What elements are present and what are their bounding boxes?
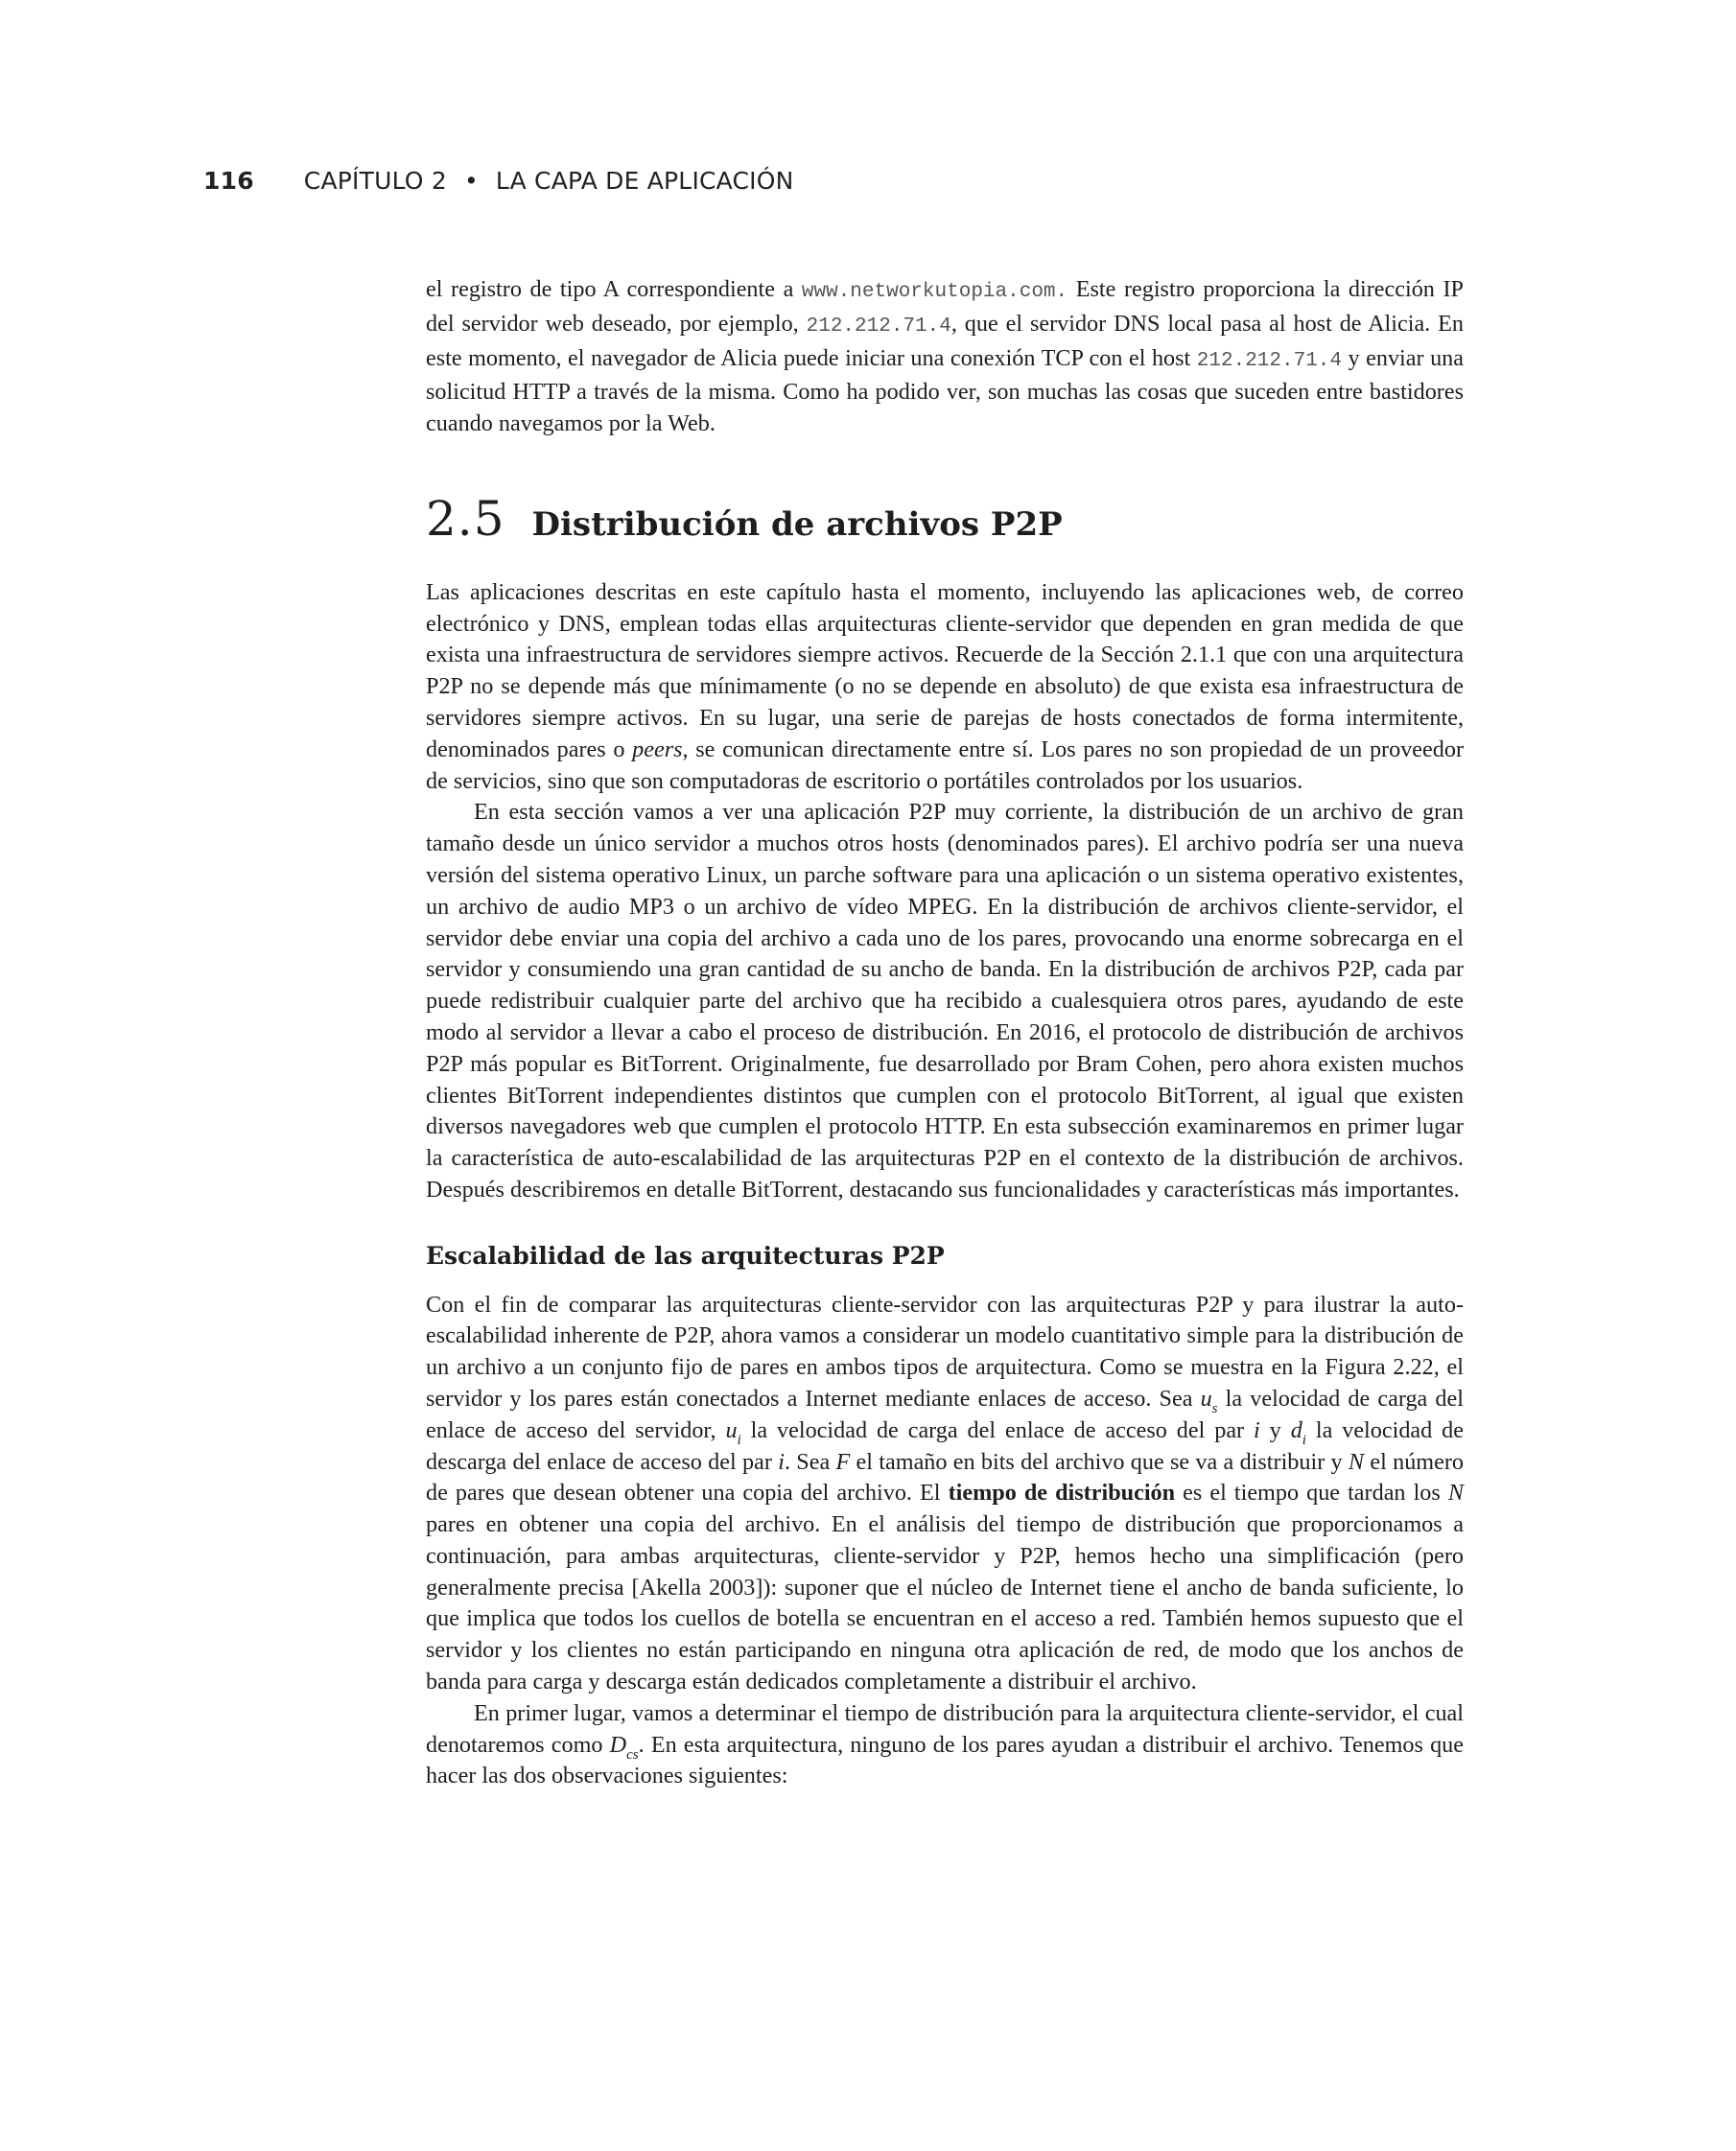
math-var: u (1200, 1385, 1212, 1412)
bold-term: tiempo de distribución (948, 1480, 1176, 1507)
header-separator: • (463, 167, 479, 195)
intro-text-1: el registro de tipo A correspondiente a (426, 276, 802, 302)
paragraph-text: es el tiempo que tardan los (1175, 1480, 1448, 1507)
ip-address: 212.212.71.4 (1196, 349, 1343, 372)
section-heading (426, 490, 1464, 547)
math-subscript: i (1302, 1432, 1306, 1448)
paragraph-text: la velocidad de descarga del enlace de acceso del par (426, 1416, 1464, 1475)
paragraph-4 (426, 1698, 1464, 1792)
paragraph-text: . En esta arquitectura, ninguno de los pares ayudan a distribuir el archivo. Tenemos que hacer las dos observaciones siguientes: (426, 1731, 1464, 1789)
paragraph-text: la velocidad de carga del enlace de acceso del par (740, 1416, 1255, 1443)
running-head (203, 167, 794, 195)
paragraph-text: y (1259, 1416, 1291, 1443)
math-var: u (725, 1416, 738, 1443)
italic-term: peers (632, 736, 683, 762)
intro-text-2: Este registro proporciona la dirección IP del servidor web deseado, por ejemplo, (426, 276, 1464, 337)
domain-name: www.networkutopia.com. (801, 281, 1068, 303)
chapter-label: CAPÍTULO 2 (303, 167, 447, 195)
math-subscript: s (1211, 1400, 1218, 1416)
intro-paragraph (426, 274, 1464, 440)
paragraph-text: Las aplicaciones descritas en este capítulo hasta el momento, incluyendo las aplicaciones web, de correo electrónico y DNS, emplean todas ellas arquitecturas cliente-servidor que dependen en gran medida de que exista una infraestructura de servidores siempre activos. Recuerde de la Sección 2.1.1 que con una arquitectura P2P no se depende más que mínimamente (o no se depende en absoluto) de que exista esa infraestructura de servidores siempre activos. En su lugar, una serie de parejas de hosts conectados de forma intermitente, denominados pares o (426, 578, 1464, 762)
paragraph-text: pares en obtener una copia del archivo. En el análisis del tiempo de distribución que proporcionamos a continuación, para ambas arquitecturas, cliente-servidor y P2P, hemos hecho una simplificación (pero generalmente precisa [Akella 2003]): suponer que el núcleo de Internet tiene el ancho de banda suficiente, lo que implica que todos los cuellos de botella se encuentran en el acceso a red. También hemos supuesto que el servidor y los clientes no están participando en ninguna otra aplicación de red, de modo que los anchos de banda para carga y descarga están dedicados completamente a distribuir el archivo. (426, 1511, 1464, 1695)
math-subscript: i (737, 1432, 741, 1448)
math-var: N (1447, 1480, 1464, 1507)
math-var: D (609, 1731, 627, 1758)
paragraph-2: En esta sección vamos a ver una aplicación P2P muy corriente, la distribución de un archivo de gran tamaño desde un único servidor a muchos otros hosts (denominados pares). El archivo podría ser una nueva versión del sistema operativo Linux, un parche software para una aplicación o un sistema operativo existentes, un archivo de audio MP3 o un archivo de vídeo MPEG. En la distribución de archivos cliente-servidor, el servidor debe enviar una copia del archivo a cada uno de los pares, provocando una enorme sobrecarga en el servidor y consumiendo una gran cantidad de su ancho de banda. En la distribución de archivos P2P, cada par puede redistribuir cualquier parte del archivo que ha recibido a cualesquiera otros pares, ayudando de este modo al servidor a llevar a cabo el proceso de distribución. En 2016, el protocolo de distribución de archivos P2P más popular es BitTorrent. Originalmente, fue desarrollado por Bram Cohen, pero ahora existen muchos clientes BitTorrent independientes distintos que cumplen con el protocolo BitTorrent, al igual que existen diversos navegadores web que cumplen el protocolo HTTP. En esta subsección examinaremos en primer lugar la característica de auto-escalabilidad de las arquitecturas P2P en el contexto de la distribución de archivos. Después describiremos en detalle BitTorrent, destacando sus funcionalidades y características más importantes. (426, 799, 1464, 1203)
paragraph-text: la velocidad de carga del enlace de acceso del servidor, (426, 1385, 1464, 1443)
intro-text-3: , que el servidor DNS local pasa al host de Alicia. En este momento, el navegador de Alicia puede iniciar una conexión TCP con el host (426, 310, 1464, 371)
math-var: i (1254, 1416, 1260, 1443)
paragraph-text: . Sea (784, 1448, 836, 1475)
math-var: N (1348, 1448, 1365, 1475)
math-var: F (835, 1448, 851, 1475)
math-var: d (1290, 1416, 1302, 1443)
section-number: 2.5 (426, 490, 505, 547)
paragraph-text: , se comunican directamente entre sí. Los pares no son propiedad de un proveedor de servicios, sino que son computadoras de escritorio o portátiles controlados por los usuarios. (426, 736, 1465, 794)
paragraph-text: el tamaño en bits del archivo que se va a distribuir y (850, 1448, 1349, 1475)
ip-address: 212.212.71.4 (806, 315, 951, 338)
paragraph-text: el número de pares que desean obtener una copia del archivo. El (426, 1448, 1464, 1507)
paragraph-text: En primer lugar, vamos a determinar el tiempo de distribución para la arquitectura cliente-servidor, el cual denotaremos como (426, 1699, 1464, 1758)
page-body (426, 274, 1464, 1792)
subsection-heading: Escalabilidad de las arquitecturas P2P (426, 1241, 945, 1270)
section-title: Distribución de archivos P2P (531, 504, 1063, 544)
intro-text-4: y enviar una solicitud HTTP a través de la misma. Como ha podido ver, son muchas las cosas que suceden entre bastidores cuando navegamos por la Web. (426, 344, 1464, 437)
math-subscript: cs (626, 1746, 639, 1763)
paragraph-text: Con el fin de comparar las arquitecturas cliente-servidor con las arquitecturas P2P y para ilustrar la auto-escalabilidad inherente de P2P, ahora vamos a considerar un modelo cuantitativo simple para la distribución de un archivo a un conjunto fijo de pares en ambos tipos de arquitectura. Como se muestra en la Figura 2.22, el servidor y los pares están conectados a Internet mediante enlaces de acceso. Sea (426, 1291, 1464, 1412)
paragraph-3 (426, 1290, 1464, 1698)
chapter-title: LA CAPA DE APLICACIÓN (495, 167, 794, 195)
page-number: 116 (203, 167, 254, 195)
paragraph-1 (426, 577, 1464, 798)
math-var: i (778, 1448, 785, 1475)
